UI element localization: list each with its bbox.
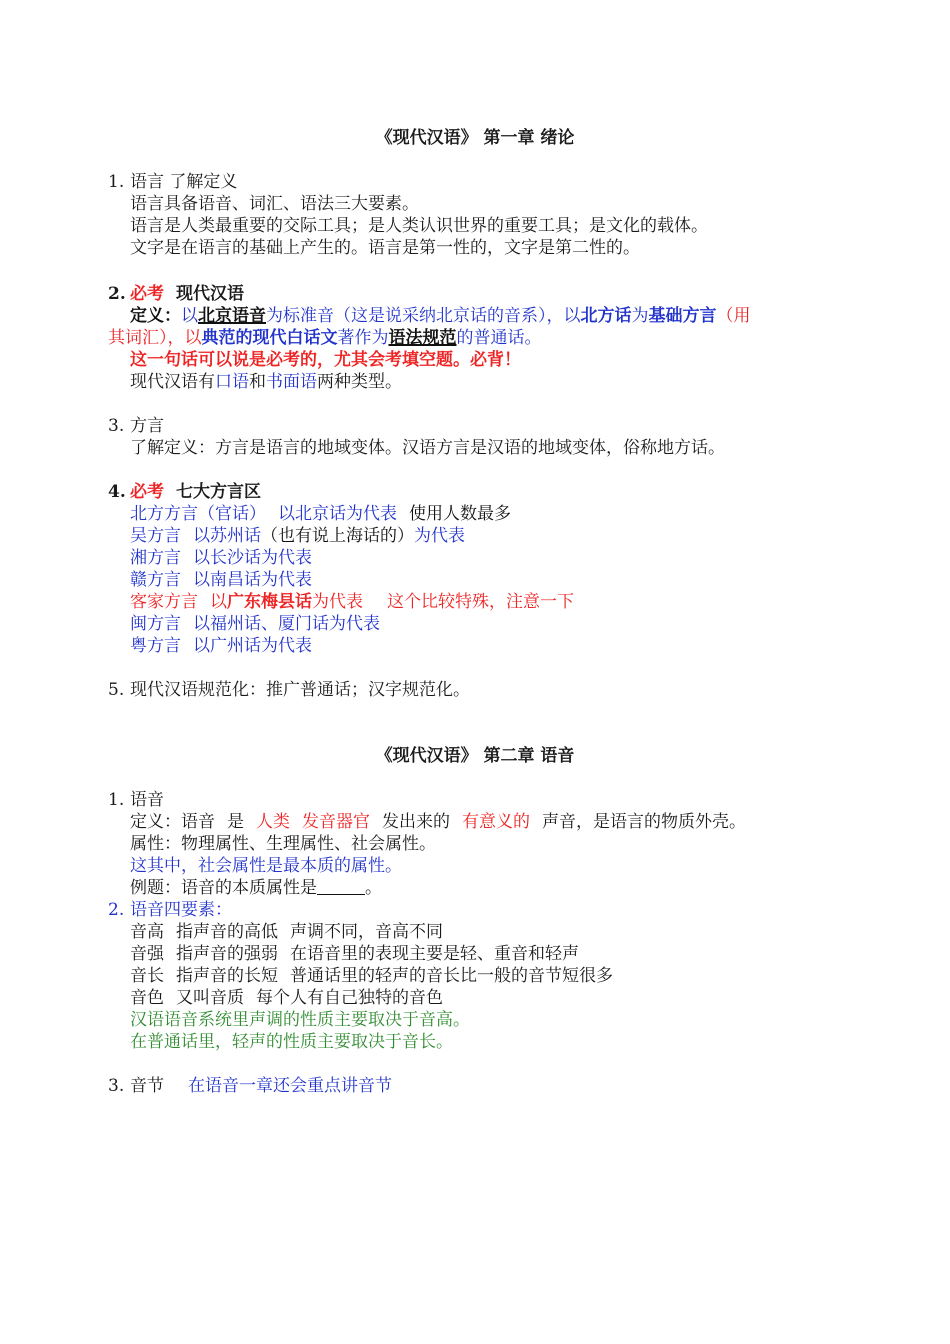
section-2-number: 2. <box>108 284 126 304</box>
element-name: 音高 <box>130 922 164 942</box>
section-4-title: 七大方言区 <box>176 482 261 502</box>
dialect-name: 闽方言 <box>130 614 181 634</box>
section-3-number: 3. <box>108 416 125 436</box>
element-name: 音色 <box>130 988 164 1008</box>
dialect-representative: 以长沙话为代表 <box>193 548 312 568</box>
section-1-heading: 语言 了解定义 <box>130 172 238 192</box>
dialect-row-northern <box>130 503 511 525</box>
dialect-note: 这个比较特殊，注意一下 <box>387 592 574 612</box>
element-row-timbre <box>130 987 443 1009</box>
must-test-tag: 必考 <box>130 482 164 502</box>
section-1-line-1: 语言具备语音、词汇、语法三大要素。 <box>130 194 419 214</box>
section-3-line-1: 了解定义：方言是语言的地域变体。汉语方言是汉语的地域变体，俗称地方话。 <box>130 438 725 458</box>
def-text: 以 <box>181 306 198 326</box>
def-text: 著作为 <box>337 328 389 348</box>
def-text: 声音，是语言的物质外壳。 <box>542 812 746 832</box>
element-note: 声调不同，音高不同 <box>290 922 443 942</box>
dialect-row-yue <box>130 635 312 657</box>
section-5-text: 现代汉语规范化：推广普通话；汉字规范化。 <box>130 680 470 700</box>
def-text: 的普通话。 <box>456 328 542 348</box>
types-text: 两种类型。 <box>317 372 402 392</box>
dialect-name: 粤方言 <box>130 636 181 656</box>
base-dialect: 基础方言 <box>648 306 717 326</box>
dialect-row-gan <box>130 569 312 591</box>
element-desc: 指声音的高低 <box>176 922 278 942</box>
beijing-pronunciation: 北京语音 <box>198 306 266 326</box>
dialect-name: 赣方言 <box>130 570 181 590</box>
ch2-section-3-heading <box>130 1075 392 1097</box>
dialect-representative: 以南昌话为代表 <box>193 570 312 590</box>
northern-dialect: 北方话 <box>580 306 632 326</box>
element-note: 普通话里的轻声的音长比一般的音节短很多 <box>290 966 613 986</box>
def-text: 发出来的 <box>382 812 450 832</box>
section-1-line-2: 语言是人类最重要的交际工具；是人类认识世界的重要工具；是文化的载体。 <box>130 216 708 236</box>
social-attribute-note: 这其中，社会属性是最本质的属性。 <box>130 856 402 876</box>
def-text: 为标准音（这是说采纳北京话的音系），以 <box>266 306 581 326</box>
spoken-language: 口语 <box>215 372 249 392</box>
dialect-representative: 以广州话为代表 <box>193 636 312 656</box>
human-keyword: 人类 <box>256 812 290 832</box>
written-language: 书面语 <box>266 372 317 392</box>
dialect-note: 使用人数最多 <box>409 504 511 524</box>
dialect-row-min <box>130 613 380 635</box>
section-5-number: 5. <box>108 680 125 700</box>
element-name: 音长 <box>130 966 164 986</box>
section-1-number: 1. <box>108 172 125 192</box>
ch2-section-1-heading: 语音 <box>130 790 164 810</box>
element-desc: 指声音的长短 <box>176 966 278 986</box>
dialect-row-xiang <box>130 547 312 569</box>
example-text: 例题：语音的本质属性是 <box>130 878 317 898</box>
chapter-1-title: 《现代汉语》 第一章 绪论 <box>375 128 575 148</box>
dialect-representative: 为代表 <box>414 526 465 546</box>
fill-in-blank <box>317 878 365 895</box>
def-text: 为 <box>631 306 649 326</box>
element-note: 在语音里的表现主要是轻、重音和轻声 <box>290 944 579 964</box>
definition-label: 定义： <box>130 306 181 326</box>
def-text: 其词汇），以 <box>108 328 202 348</box>
types-text: 和 <box>249 372 266 392</box>
element-row-pitch <box>130 921 443 943</box>
language-types-line <box>130 371 402 393</box>
must-memorize-note: 这一句话可以说是必考的，尤其会考填空题。必背！ <box>130 350 521 370</box>
definition-line-1 <box>130 305 751 327</box>
dialect-name: 湘方言 <box>130 548 181 568</box>
must-test-tag: 必考 <box>130 284 164 304</box>
section-4-heading <box>130 481 261 503</box>
example-text: 。 <box>365 878 382 898</box>
dialect-row-hakka <box>130 591 574 613</box>
dialect-row-wu <box>130 525 465 547</box>
dialect-representative: 以 <box>210 592 227 612</box>
dialect-name: 北方方言（官话） <box>130 504 266 524</box>
definition-line-2 <box>108 327 542 349</box>
ch2-section-3-number: 3. <box>108 1076 125 1096</box>
section-2-title: 现代汉语 <box>176 284 244 304</box>
ch2-section-1-number: 1. <box>108 790 125 810</box>
grammar-norm: 语法规范 <box>388 328 457 348</box>
section-3-heading: 方言 <box>130 416 164 436</box>
dialect-name: 客家方言 <box>130 592 198 612</box>
neutral-tone-note: 在普通话里，轻声的性质主要取决于音长。 <box>130 1032 453 1052</box>
example-question <box>130 877 382 899</box>
def-text: 定义：语音 <box>130 812 215 832</box>
ch2-section-2-heading: 语音四要素： <box>130 900 232 920</box>
element-note: 每个人有自己独特的音色 <box>256 988 443 1008</box>
types-text: 现代汉语有 <box>130 372 215 392</box>
dialect-note: （也有说上海话的） <box>261 526 414 546</box>
element-name: 音强 <box>130 944 164 964</box>
dialect-representative: 为代表 <box>312 592 363 612</box>
element-desc: 又叫音质 <box>176 988 244 1008</box>
tone-pitch-note: 汉语语音系统里声调的性质主要取决于音高。 <box>130 1010 470 1030</box>
element-row-intensity <box>130 943 579 965</box>
element-desc: 指声音的强弱 <box>176 944 278 964</box>
speech-definition <box>130 811 746 833</box>
speech-attributes: 属性：物理属性、生理属性、社会属性。 <box>130 834 436 854</box>
dialect-representative: 以福州话、厦门话为代表 <box>193 614 380 634</box>
dialect-representative: 以苏州话 <box>193 526 261 546</box>
section-2-heading <box>130 283 244 305</box>
modern-vernacular: 典范的现代白话文 <box>201 328 338 348</box>
def-text: （用 <box>716 306 751 326</box>
chapter-2-title: 《现代汉语》 第二章 语音 <box>375 746 575 766</box>
meaningful-keyword: 有意义的 <box>462 812 530 832</box>
section-4-number: 4. <box>108 482 126 502</box>
syllable-heading: 音节 <box>130 1076 164 1096</box>
element-row-length <box>130 965 613 987</box>
def-text: 是 <box>227 812 244 832</box>
dialect-representative: 以北京话为代表 <box>278 504 397 524</box>
dialect-name: 吴方言 <box>130 526 181 546</box>
meixian-dialect: 广东梅县话 <box>227 592 312 612</box>
vocal-organ-keyword: 发音器官 <box>302 812 370 832</box>
ch2-section-2-number: 2. <box>108 900 125 920</box>
section-1-line-3: 文字是在语言的基础上产生的。语言是第一性的，文字是第二性的。 <box>130 238 640 258</box>
syllable-note: 在语音一章还会重点讲音节 <box>188 1076 392 1096</box>
